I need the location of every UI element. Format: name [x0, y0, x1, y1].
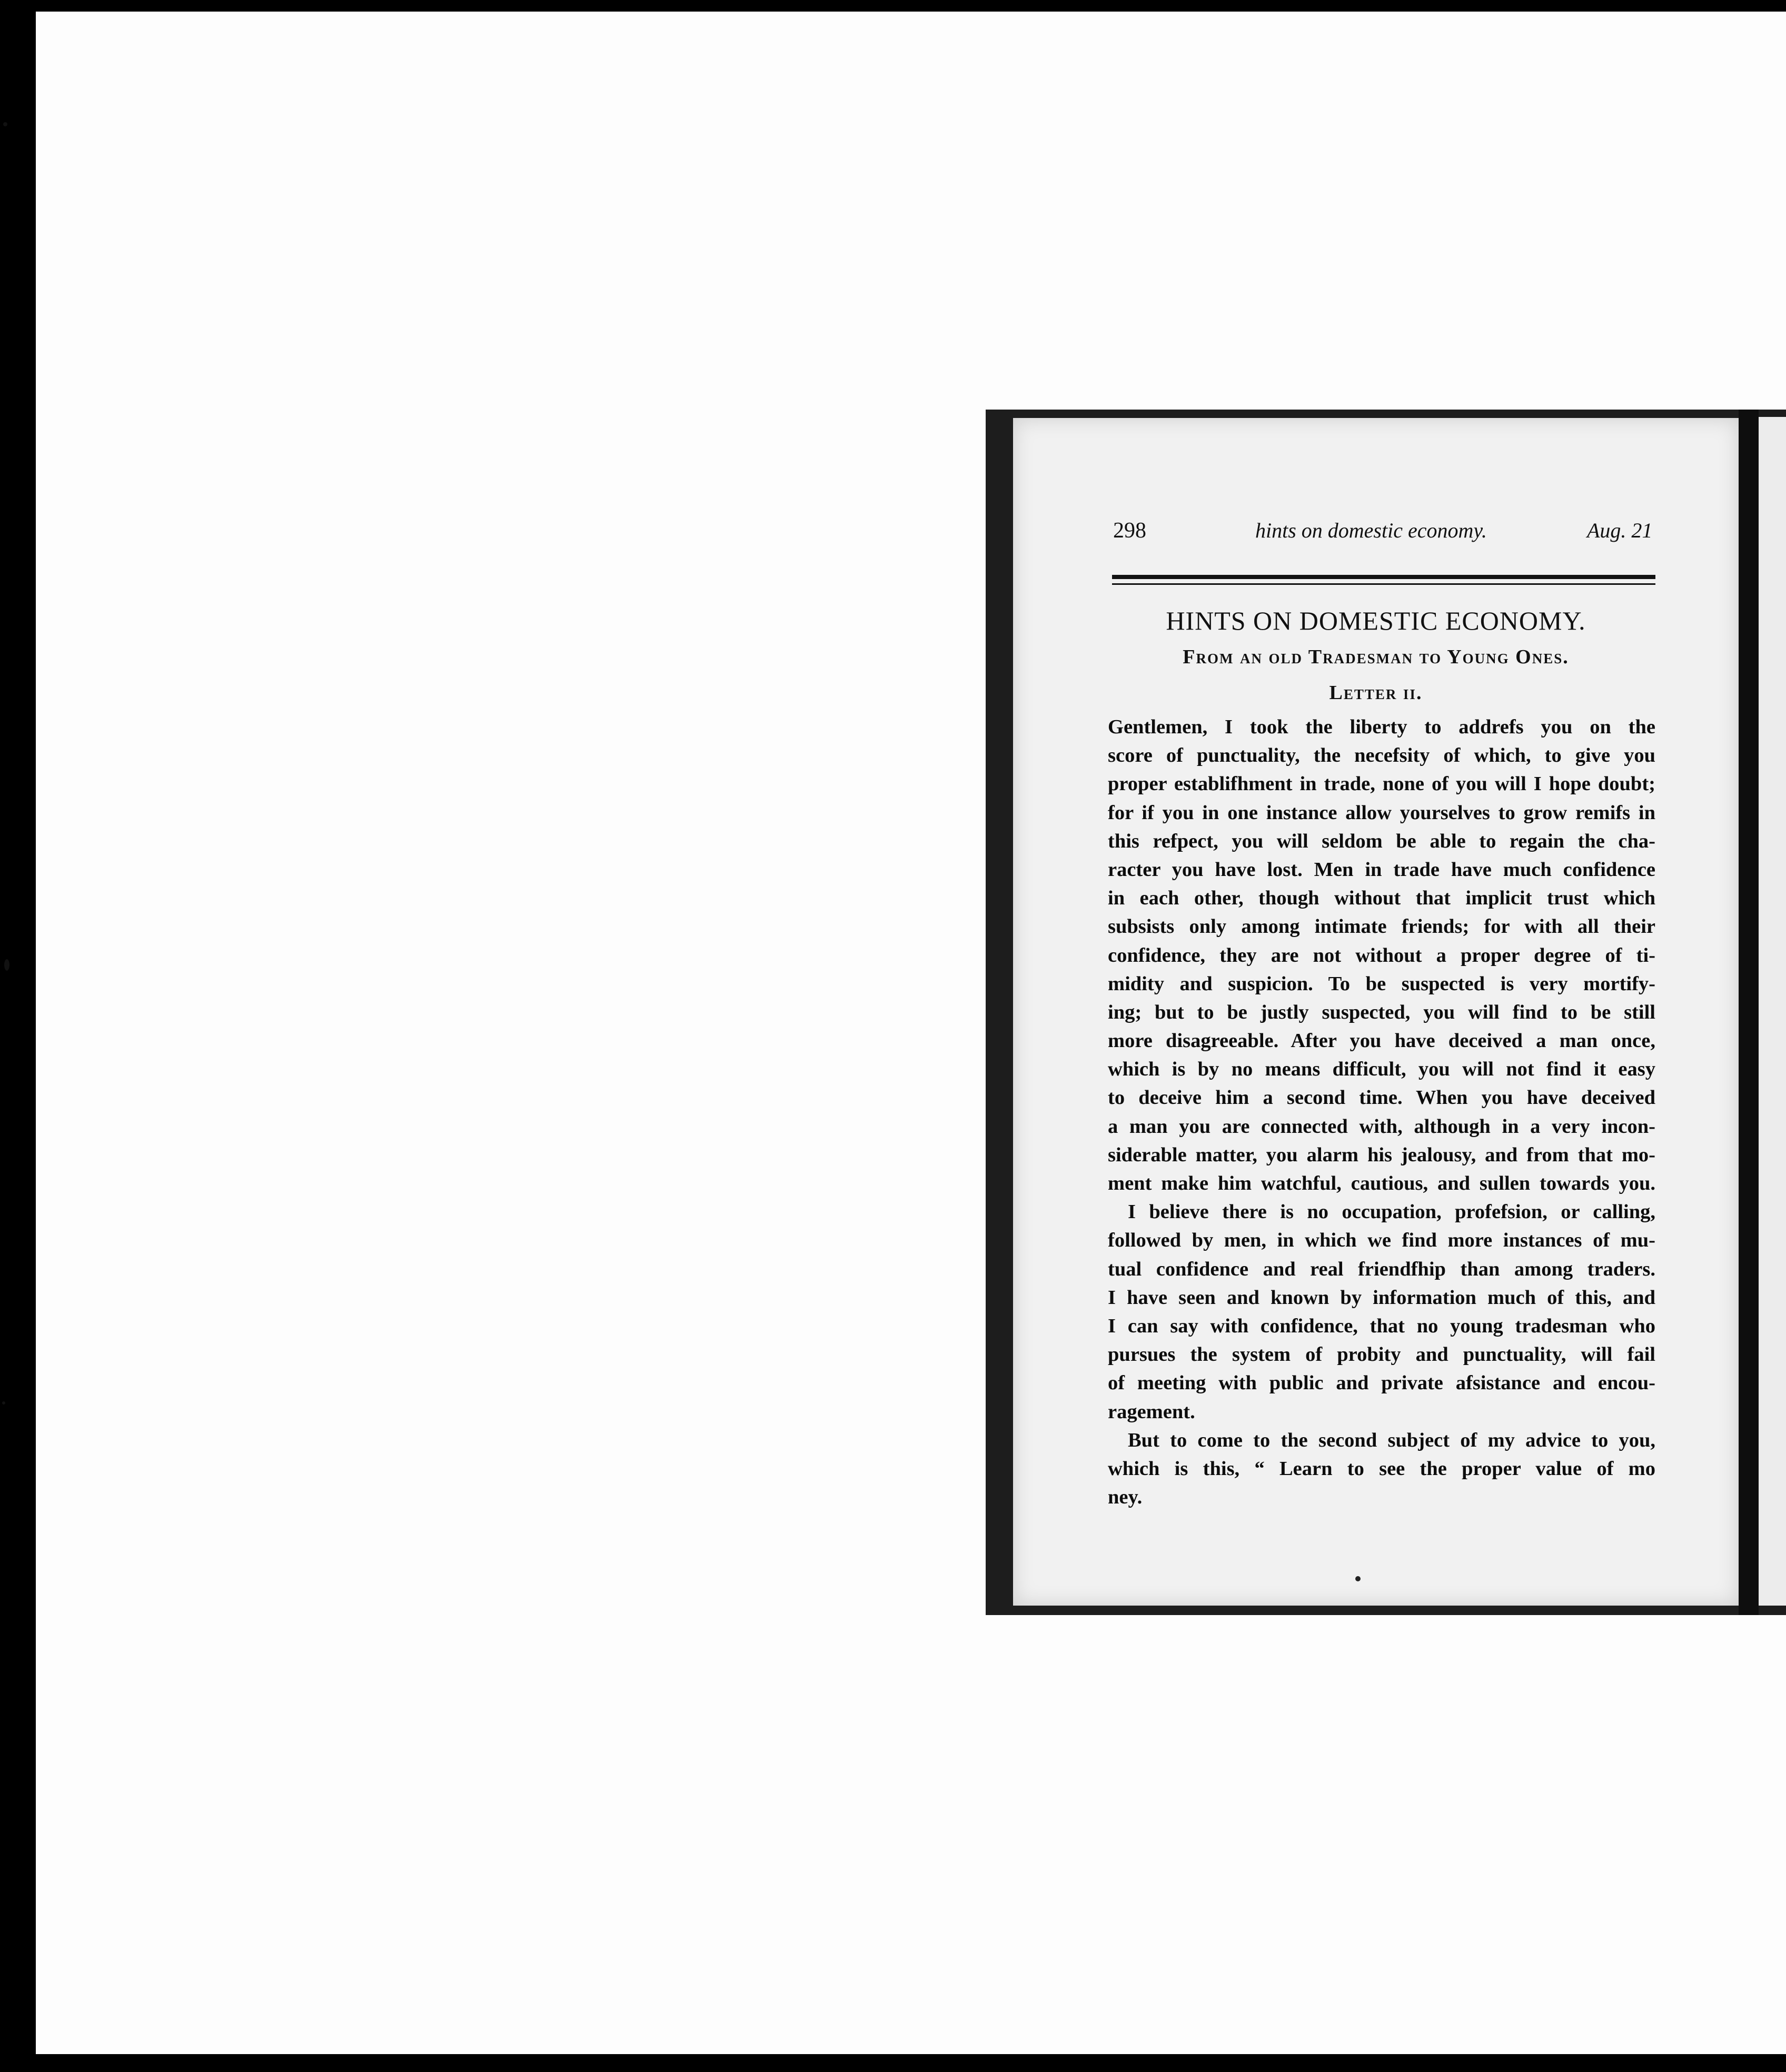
text-line: I believe there is no occupation, profefsion, or calling, — [1128, 1201, 1655, 1223]
text-line: tual confidence and real friendfhip than among traders. — [1108, 1258, 1655, 1280]
text-line: pursues the system of probity and punctuality, will fail — [1108, 1343, 1655, 1366]
text-line: ragement. — [1108, 1400, 1195, 1423]
text-line: which is this, “ Learn to see the proper value of mo — [1108, 1457, 1655, 1480]
text-line: midity and suspicion. To be suspected is very mortify- — [1108, 972, 1655, 995]
letter-heading: Letter ii. — [1329, 682, 1423, 704]
facing-page-edge — [1759, 417, 1786, 1606]
running-head-title: hints on domestic economy. — [1255, 519, 1487, 542]
text-line: confidence, they are not without a proper degree of ti- — [1108, 944, 1655, 967]
text-line: this refpect, you will seldom be able to regain the cha- — [1108, 830, 1655, 852]
scan-speck — [3, 122, 7, 126]
text-line: But to come to the second subject of my advice to you, — [1128, 1429, 1655, 1451]
article-subtitle: From an old Tradesman to Young Ones. — [1183, 646, 1569, 668]
text-line: I have seen and known by information much of this, and — [1108, 1286, 1655, 1309]
scan-speck — [2, 1401, 5, 1404]
text-line: ing; but to be justly suspected, you will find to be still — [1108, 1001, 1655, 1023]
open-book — [986, 410, 1786, 1615]
text-line: in each other, though without that implicit trust which — [1108, 887, 1655, 910]
text-line: ney. — [1108, 1486, 1143, 1509]
text-line: siderable matter, you alarm his jealousy, and from that mo- — [1108, 1143, 1655, 1166]
header-rule — [1112, 575, 1655, 579]
article-title: HINTS ON DOMESTIC ECONOMY. — [1166, 606, 1586, 635]
running-head — [1113, 518, 1692, 550]
text-line: more disagreeable. After you have deceived a man once, — [1108, 1030, 1655, 1052]
text-line: to deceive him a second time. When you have deceived — [1108, 1087, 1655, 1109]
article-body — [1108, 713, 1655, 1511]
book-page — [1013, 418, 1739, 1606]
scan-speck — [4, 959, 9, 971]
page-number: 298 — [1113, 519, 1146, 543]
text-line: subsists only among intimate friends; for with all their — [1108, 915, 1655, 938]
text-line: score of punctuality, the necefsity of which, to give you — [1108, 744, 1655, 767]
book-gutter — [1739, 410, 1759, 1615]
text-line: I can say with confidence, that no young tradesman who — [1108, 1314, 1655, 1337]
text-line: racter you have lost. Men in trade have much confidence — [1108, 858, 1655, 881]
running-head-date: Aug. 21 — [1587, 519, 1653, 542]
text-line: which is by no means difficult, you will not find it easy — [1108, 1058, 1655, 1081]
text-line: proper establifhment in trade, none of you will I hope doubt; — [1108, 773, 1655, 795]
text-line: followed by men, in which we find more instances of mu- — [1108, 1229, 1655, 1252]
page-speck — [1355, 1576, 1361, 1581]
header-rule-thin — [1112, 583, 1655, 585]
text-line: for if you in one instance allow yourselves to grow remifs in — [1108, 801, 1655, 824]
text-line: a man you are connected with, although in a very incon- — [1108, 1115, 1655, 1138]
text-line: Gentlemen, I took the liberty to addrefs you on the — [1108, 716, 1655, 738]
text-line: of meeting with public and private afsistance and encou- — [1108, 1372, 1655, 1394]
text-line: ment make him watchful, cautious, and sullen towards you. — [1108, 1172, 1655, 1194]
